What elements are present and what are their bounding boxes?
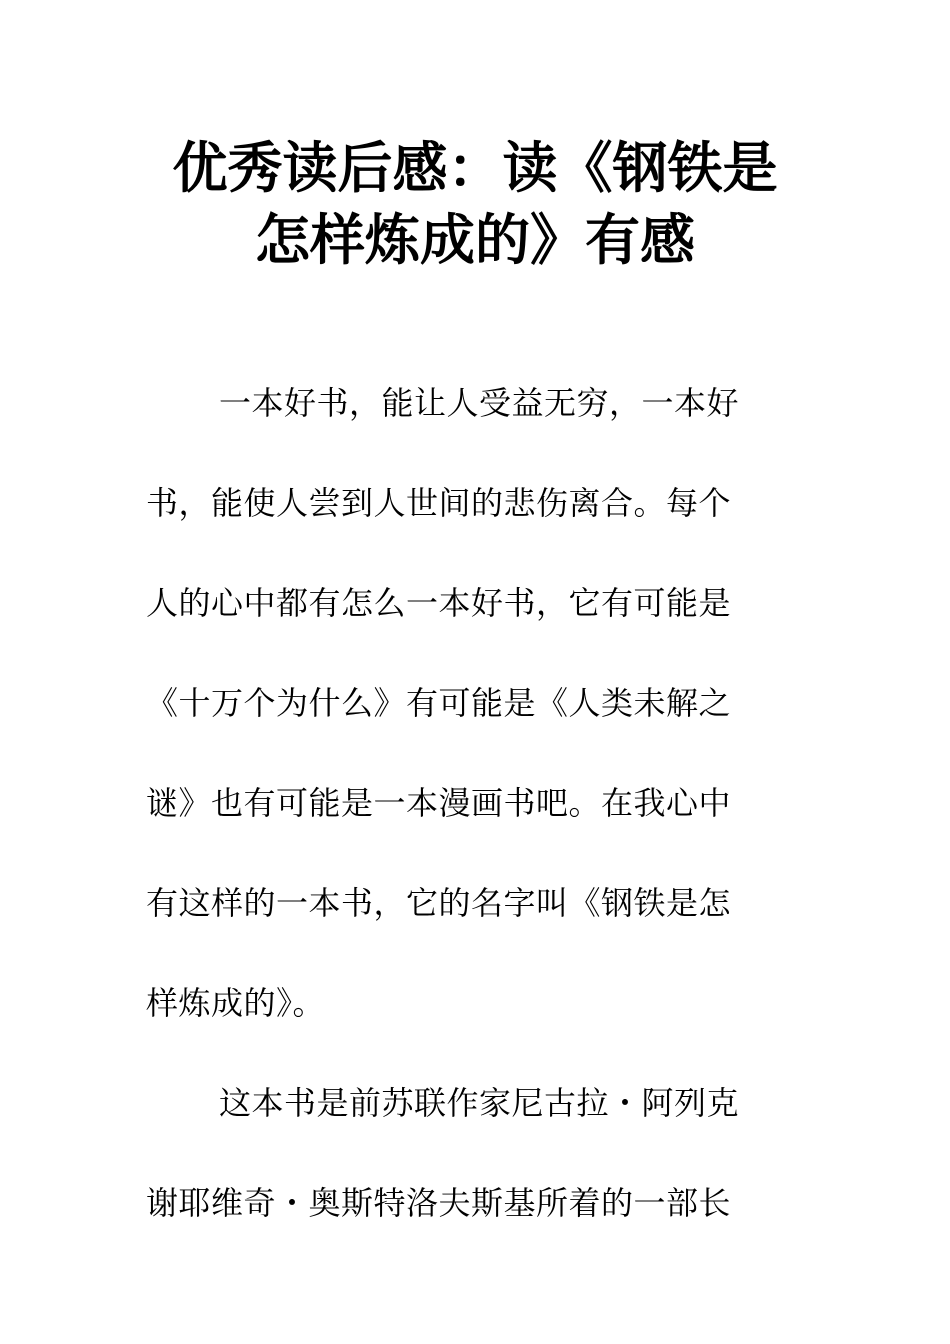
- paragraph-2: [146, 1071, 816, 1271]
- document-body: [146, 371, 816, 1271]
- paragraph-line: 一本好书，能让人受益无穷，一本好: [219, 384, 740, 422]
- paragraph-line: 这本书是前苏联作家尼古拉・阿列克: [219, 1084, 740, 1122]
- paragraph-line: 《十万个为什么》有可能是《人类未解之: [146, 684, 732, 722]
- title-line-2: 怎样炼成的》有感: [254, 208, 695, 272]
- title-line-1: 优秀读后感：读《钢铁是: [172, 136, 778, 200]
- paragraph-line: 书，能使人尝到人世间的悲伤离合。每个: [146, 484, 732, 522]
- paragraph-line: 样炼成的》。: [146, 984, 326, 1022]
- document-title: [140, 132, 810, 276]
- paragraph-line: 谜》也有可能是一本漫画书吧。在我心中: [146, 784, 732, 822]
- paragraph-line: 有这样的一本书，它的名字叫《钢铁是怎: [146, 884, 732, 922]
- paragraph-1: [146, 371, 816, 1071]
- paragraph-line: 人的心中都有怎么一本好书，它有可能是: [146, 584, 732, 622]
- paragraph-line: 谢耶维奇・奥斯特洛夫斯基所着的一部长: [146, 1184, 732, 1222]
